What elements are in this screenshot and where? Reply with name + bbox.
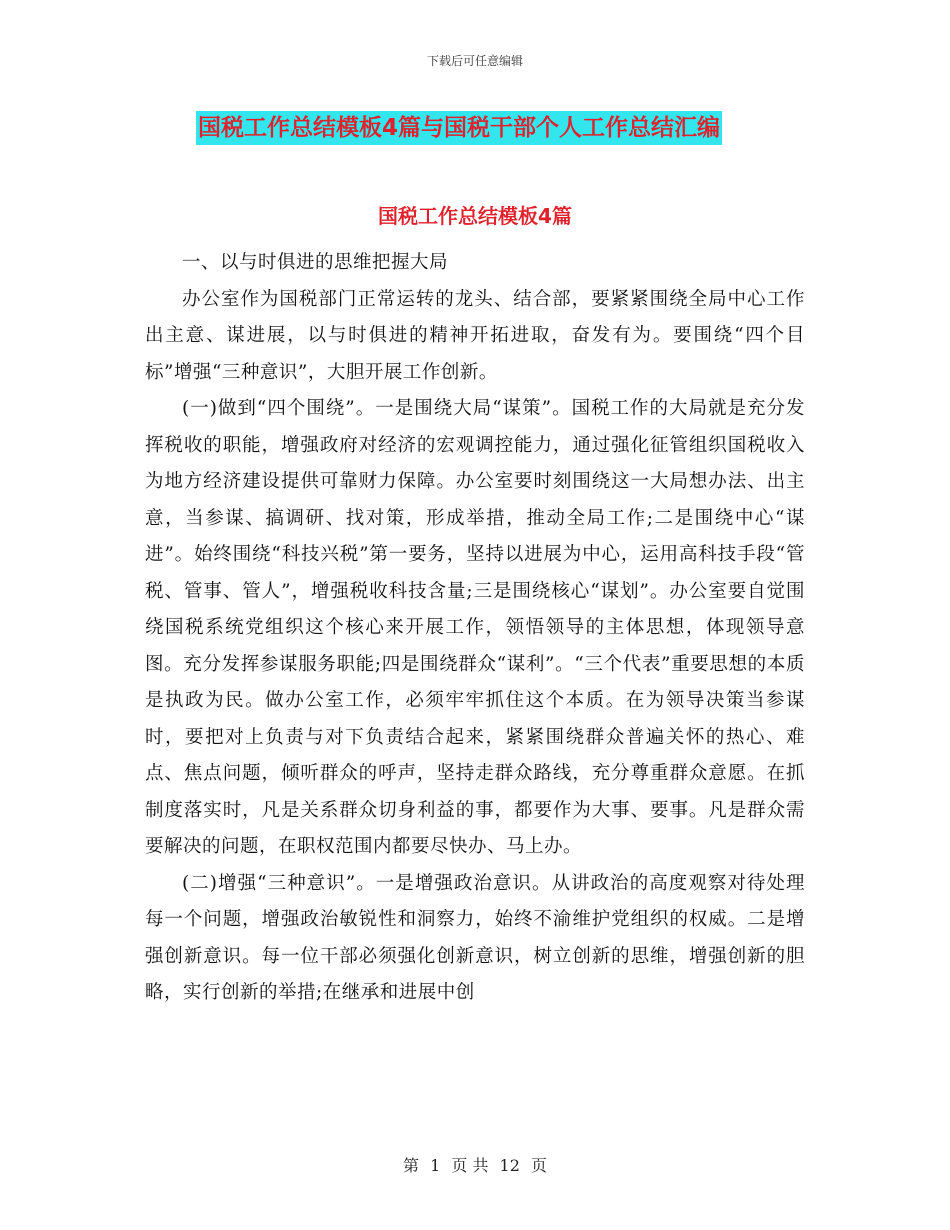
paragraph-heading: 一、以与时俱进的思维把握大局: [182, 252, 449, 273]
footer-page-number: 1: [430, 1156, 441, 1175]
footer-prefix: 第: [402, 1156, 419, 1175]
body-text: [145, 245, 805, 1012]
header-note: 下载后可任意编辑: [426, 54, 523, 68]
footer-suffix: 页: [531, 1156, 548, 1175]
footer-total-pages: 12: [499, 1156, 520, 1175]
footer-mid: 页 共: [451, 1156, 489, 1175]
section-title: 国税工作总结模板4篇: [378, 204, 572, 228]
paragraph: (二)增强“三种意识”。一是增强政治意识。从讲政治的高度观察对待处理每一个问题，增强政治敏锐性和洞察力，始终不渝维护党组织的权威。二是增强创新意识。每一位干部必须强化创新意识，树立创新的思维，增强创新的胆略，实行创新的举措;在继承和进展中创: [145, 872, 805, 1003]
paragraph: (一)做到“四个围绕”。一是围绕大局“谋策”。国税工作的大局就是充分发挥税收的职能，增强政府对经济的宏观调控能力，通过强化征管组织国税收入为地方经济建设提供可靠财力保障。办公室要时刻围绕这一大局想办法、出主意，当参谋、搞调研、找对策，形成举措，推动全局工作;二是围绕中心“谋进”。始终围绕“科技兴税”第一要务，坚持以进展为中心，运用高科技手段“管税、管事、管人”，增强税收科技含量;三是围绕核心“谋划”。办公室要自觉围绕国税系统党组织这个核心来开展工作，领悟领导的主体思想，体现领导意图。充分发挥参谋服务职能;四是围绕群众“谋利”。“三个代表”重要思想的本质是执政为民。做办公室工作，必须牢牢抓住这个本质。在为领导决策当参谋时，要把对上负责与对下负责结合起来，紧紧围绕群众普遍关怀的热心、难点、焦点问题，倾听群众的呼声，坚持走群众路线，充分尊重群众意愿。在抓制度落实时，凡是关系群众切身利益的事，都要作为大事、要事。凡是群众需要解决的问题，在职权范围内都要尽快办、马上办。: [145, 398, 805, 857]
document-title: 国税工作总结模板4篇与国税干部个人工作总结汇编: [196, 111, 722, 145]
paragraph: 办公室作为国税部门正常运转的龙头、结合部，要紧紧围绕全局中心工作出主意、谋进展，以与时俱进的精神开拓进取，奋发有为。要围绕“四个目标”增强“三种意识”，大胆开展工作创新。: [145, 288, 805, 383]
page-footer: [0, 1153, 950, 1176]
